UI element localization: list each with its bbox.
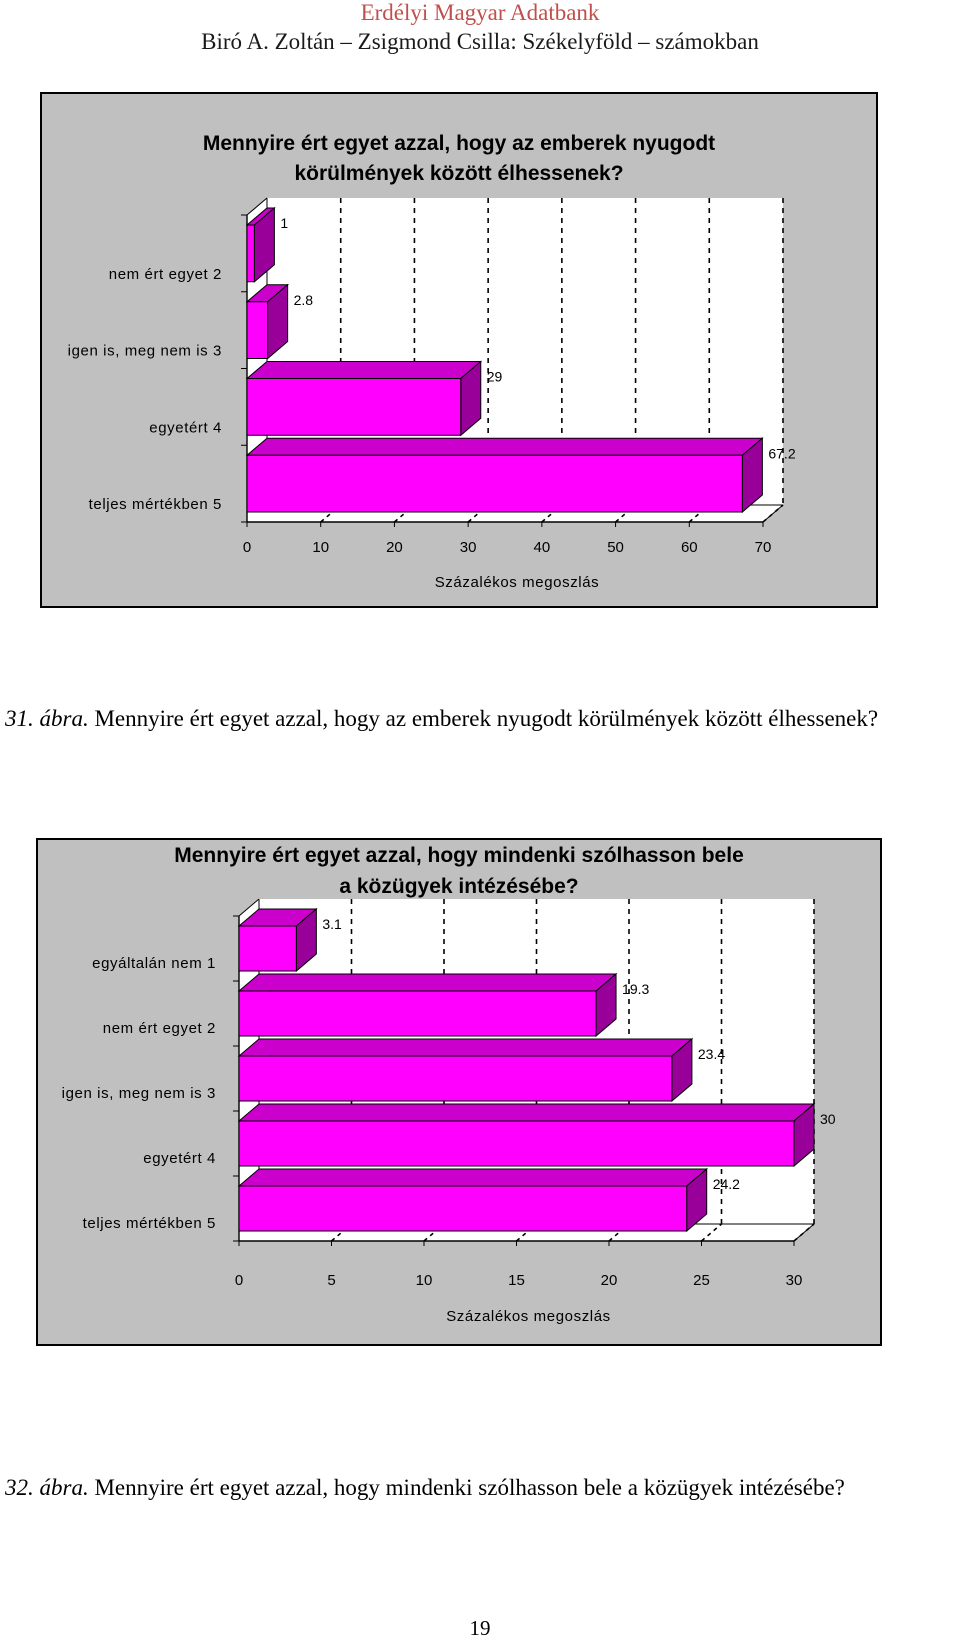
chart2-bar-top	[239, 1104, 814, 1121]
chart1-bar-top	[247, 362, 481, 379]
figure-31-number: 31. ábra.	[5, 706, 89, 731]
chart1-x-axis-label: Százalékos megoszlás	[434, 574, 600, 591]
chart2-category-label: nem ért egyet 2	[102, 1020, 216, 1037]
chart2-bar	[239, 926, 296, 971]
chart2-category-label: igen is, meg nem is 3	[61, 1085, 216, 1102]
header-site-name: Erdélyi Magyar Adatbank	[360, 0, 600, 25]
chart2-category-label: teljes mértékben 5	[82, 1215, 216, 1232]
chart1-x-tick-label: 10	[312, 539, 330, 556]
chart1-bar	[247, 379, 461, 436]
chart1-bar-value-label: 1	[280, 215, 289, 231]
chart-32-bar-chart	[36, 838, 882, 1346]
chart2-title-line: a közügyek intézésébe?	[339, 875, 579, 898]
chart2-bar-top	[239, 1039, 692, 1056]
chart2-bar-value-label: 19.3	[622, 981, 650, 997]
chart1-bar-top	[247, 438, 762, 455]
header-document-title: Biró A. Zoltán – Zsigmond Csilla: Székelyföld – számokban	[201, 29, 759, 54]
chart2-x-tick-label: 5	[327, 1272, 336, 1289]
chart2-category-label: egyetért 4	[143, 1150, 216, 1167]
chart1-x-tick-label: 0	[242, 539, 252, 556]
chart2-bar-value-label: 30	[820, 1111, 836, 1127]
chart1-category-label: igen is, meg nem is 3	[67, 342, 222, 360]
chart1-x-tick-label: 50	[607, 539, 624, 556]
chart1-x-tick-label: 30	[459, 539, 477, 556]
chart1-x-tick-label: 40	[533, 539, 551, 556]
chart2-x-tick-label: 25	[693, 1272, 710, 1289]
chart1-bar	[247, 225, 254, 282]
chart1-x-tick-label: 70	[754, 539, 772, 556]
figure-31-caption	[5, 697, 955, 741]
chart2-x-axis-label: Százalékos megoszlás	[446, 1308, 611, 1325]
chart1-bar-value-label: 29	[486, 368, 503, 385]
figure-32-caption-text: Mennyire ért egyet azzal, hogy mindenki szólhasson bele a közügyek intézésébe?	[88, 1475, 845, 1500]
chart1-bar	[247, 455, 742, 512]
chart2-x-tick-label: 15	[508, 1272, 525, 1289]
chart1-bar	[247, 302, 268, 359]
figure-31-caption-text: Mennyire ért egyet azzal, hogy az emberek nyugodt körülmények között élhessenek?	[88, 706, 879, 731]
chart2-bar	[239, 1056, 672, 1101]
chart2-bar-top	[239, 1169, 707, 1186]
chart2-bar-value-label: 23.4	[697, 1046, 726, 1062]
chart2-x-tick-label: 30	[785, 1272, 803, 1289]
chart2-bar	[239, 1186, 687, 1231]
chart1-x-tick-label: 20	[386, 539, 403, 556]
chart2-bar-value-label: 3.1	[322, 916, 342, 932]
figure-32-caption	[5, 1466, 955, 1510]
chart1-category-label: teljes mértékben 5	[88, 496, 222, 513]
chart1-category-label: egyetért 4	[149, 419, 222, 437]
chart1-title-line: Mennyire ért egyet azzal, hogy az emberek nyugodt	[202, 132, 716, 155]
chart2-x-tick-label: 20	[600, 1272, 618, 1289]
chart2-title-line: Mennyire ért egyet azzal, hogy mindenki szólhasson bele	[174, 844, 744, 867]
chart1-bar-value-label: 2.8	[293, 291, 314, 308]
chart2-category-label: egyáltalán nem 1	[92, 955, 216, 972]
chart1-category-label: nem ért egyet 2	[108, 265, 222, 283]
chart1-x-tick-label: 60	[680, 539, 698, 556]
chart2-x-tick-label: 10	[415, 1272, 433, 1289]
figure-32-number: 32. ábra.	[5, 1475, 89, 1500]
chart1-title-line: körülmények között élhessenek?	[294, 162, 624, 185]
chart1-bar-value-label: 67.2	[768, 445, 796, 462]
chart-31-bar-chart	[40, 92, 878, 608]
page-number: 19	[469, 1616, 491, 1640]
chart2-bar-top	[239, 974, 616, 991]
chart2-bar-value-label: 24.2	[712, 1176, 740, 1192]
chart2-bar	[239, 1121, 794, 1166]
chart2-x-tick-label: 0	[234, 1272, 244, 1289]
chart2-bar	[239, 991, 596, 1036]
